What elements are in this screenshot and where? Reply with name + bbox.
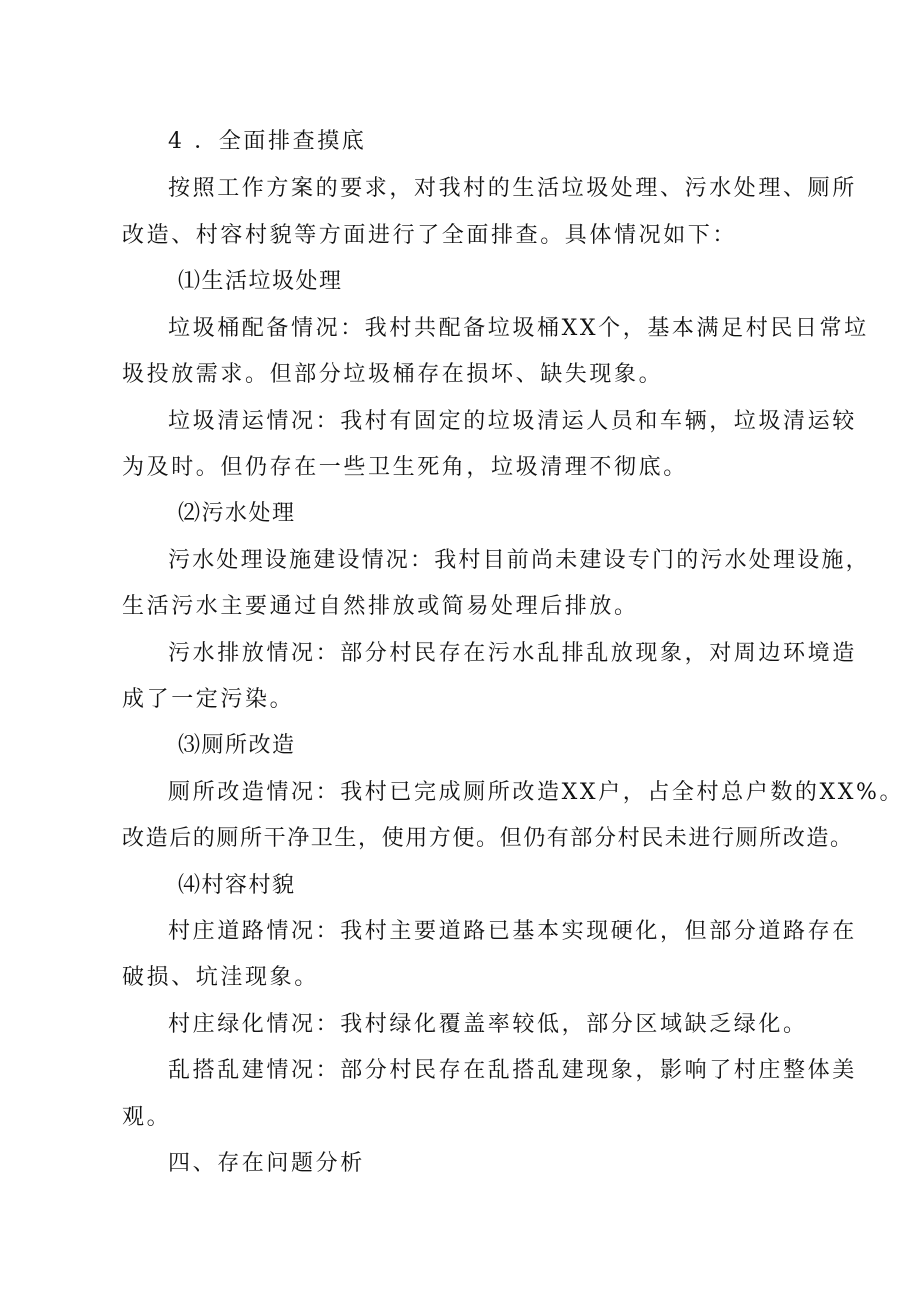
paragraph-line: 污水排放情况：部分村民存在污水乱排乱放现象，对周边环境造: [168, 641, 857, 666]
paragraph-line: 垃圾桶配备情况：我村共配备垃圾桶XX个，基本满足村民日常垃: [168, 316, 869, 341]
paragraph-line: 村庄道路情况：我村主要道路已基本实现硬化，但部分道路存在: [168, 919, 857, 944]
next-section-heading: 四、存在问题分析: [168, 1151, 365, 1176]
intro-line-2: 改造、村容村貌等方面进行了全面排查。具体情况如下：: [122, 223, 738, 248]
subsection-title-village: ⑷村容村貌: [178, 873, 296, 898]
subsection-title-toilet: ⑶厕所改造: [178, 733, 296, 758]
paragraph-line: 村庄绿化情况：我村绿化覆盖率较低，部分区域缺乏绿化。: [168, 1012, 808, 1037]
subsection-title-garbage: ⑴生活垃圾处理: [178, 269, 343, 294]
paragraph-line: 成了一定污染。: [122, 687, 295, 712]
paragraph-line: 为及时。但仍存在一些卫生死角，垃圾清理不彻底。: [122, 455, 688, 480]
paragraph-line: 改造后的厕所干净卫生，使用方便。但仍有部分村民未进行厕所改造。: [122, 826, 854, 851]
paragraph-line: 破损、坑洼现象。: [122, 965, 319, 990]
paragraph-line: 生活污水主要通过自然排放或简易处理后排放。: [122, 594, 639, 619]
paragraph-line: 厕所改造情况：我村已完成厕所改造XX户，占全村总户数的XX%。: [168, 780, 905, 805]
subsection-title-sewage: ⑵污水处理: [178, 501, 296, 526]
intro-line-1: 按照工作方案的要求，对我村的生活垃圾处理、污水处理、厕所: [168, 176, 857, 201]
paragraph-line: 垃圾清运情况：我村有固定的垃圾清运人员和车辆，垃圾清运较: [168, 409, 857, 434]
paragraph-line: 圾投放需求。但部分垃圾桶存在损坏、缺失现象。: [122, 362, 664, 387]
paragraph-line: 污水处理设施建设情况：我村目前尚未建设专门的污水处理设施，: [168, 548, 870, 573]
section-title: 4 ．全面排查摸底: [168, 129, 367, 154]
paragraph-line: 乱搭乱建情况：部分村民存在乱搭乱建现象，影响了村庄整体美: [168, 1058, 857, 1083]
paragraph-line: 观。: [122, 1105, 172, 1130]
